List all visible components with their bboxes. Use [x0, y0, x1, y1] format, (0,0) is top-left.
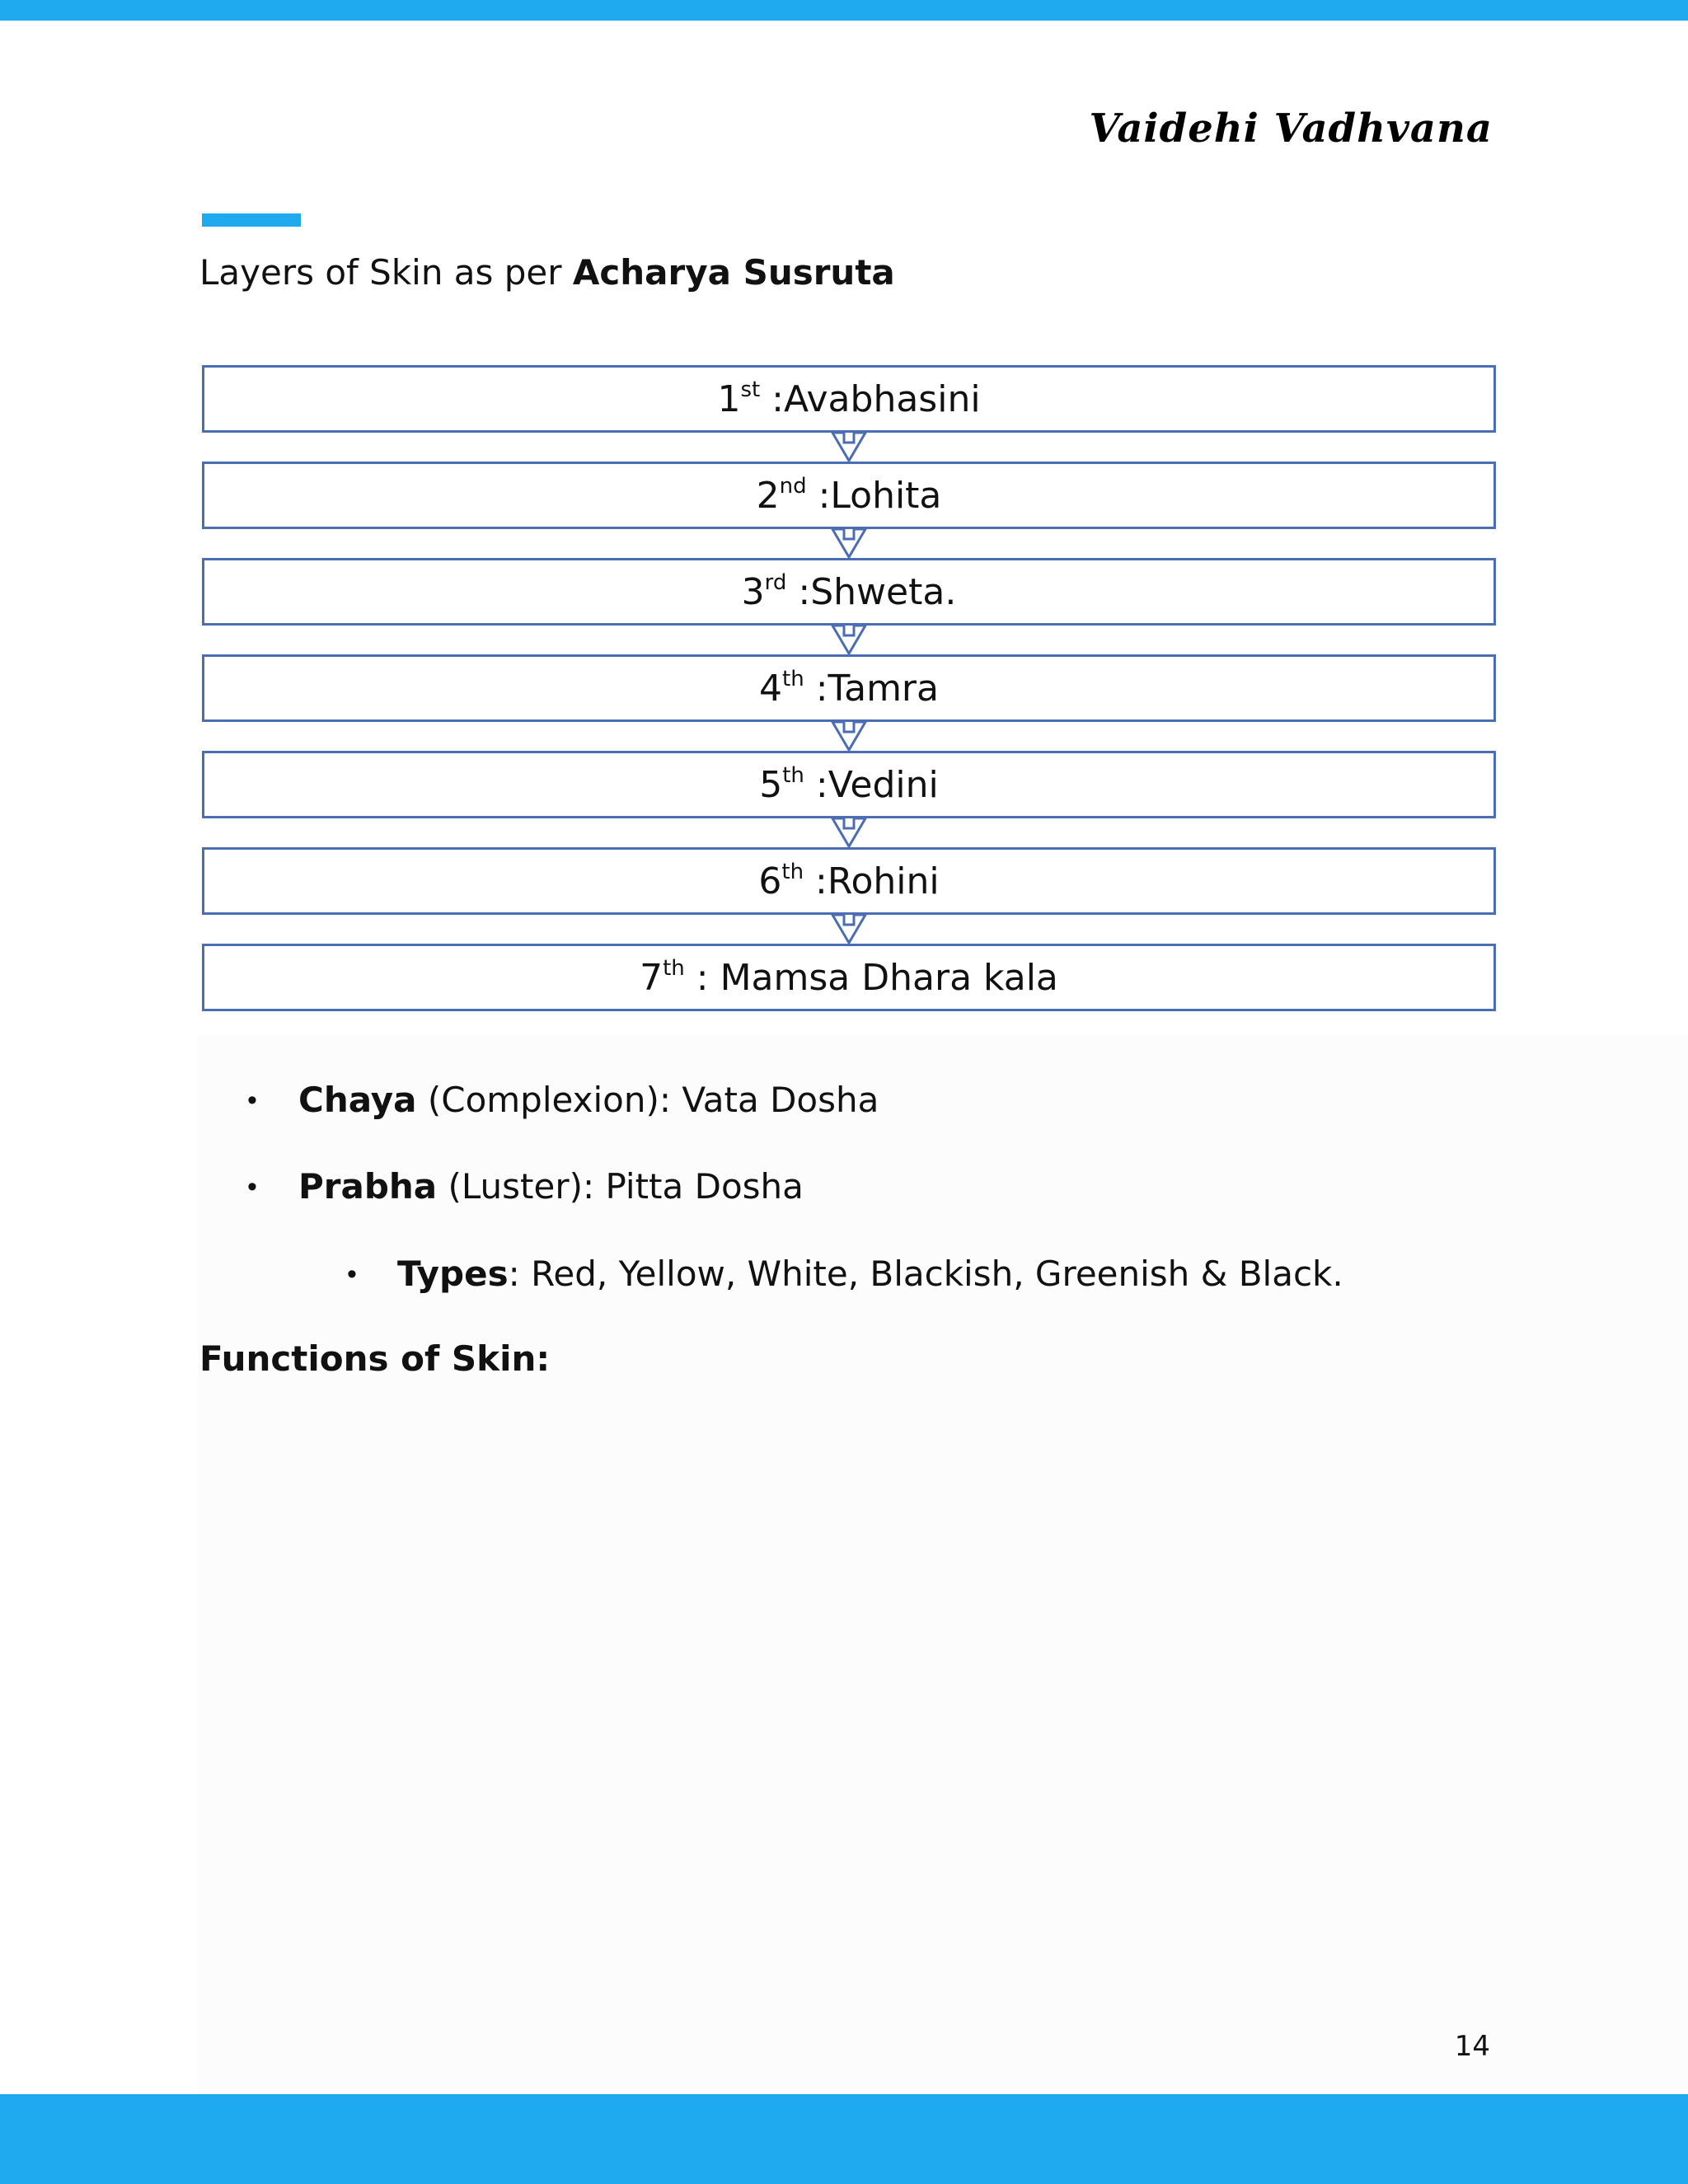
- layer-label: :Shweta.: [786, 570, 957, 613]
- down-arrow-icon: [819, 624, 879, 657]
- layer-box-7: [202, 944, 1496, 1011]
- layer-box-4: [202, 654, 1496, 722]
- bullet-marker: •: [247, 1171, 257, 1202]
- page-number: 14: [1454, 2030, 1490, 2063]
- layer-label: :Rohini: [804, 860, 940, 902]
- bullet-text: (Complexion): Vata Dosha: [416, 1080, 879, 1120]
- bullet-term: Prabha: [298, 1166, 438, 1207]
- layer-ordinal: st: [740, 377, 761, 402]
- layer-box-3: [202, 558, 1496, 626]
- bullet-types: [397, 1254, 1343, 1294]
- bullet-text: (Luster): Pitta Dosha: [437, 1166, 804, 1207]
- layer-number: 1: [717, 377, 741, 420]
- layer-label: : Mamsa Dhara kala: [684, 956, 1058, 999]
- bullet-marker: •: [247, 1085, 257, 1116]
- layer-box-6: [202, 847, 1496, 915]
- bullet-text: : Red, Yellow, White, Blackish, Greenish & Black.: [508, 1254, 1343, 1294]
- down-arrow-icon: [819, 913, 879, 946]
- bullet-prabha: [298, 1166, 804, 1207]
- layer-label: :Vedini: [804, 763, 939, 806]
- layer-number: 2: [756, 474, 780, 517]
- layer-label: :Lohita: [806, 474, 942, 517]
- layer-ordinal: th: [663, 956, 685, 981]
- layer-box-1: [202, 365, 1496, 433]
- layer-box-2: [202, 462, 1496, 529]
- layer-number: 5: [759, 763, 783, 806]
- top-accent-bar: [0, 0, 1688, 21]
- bullet-marker: •: [347, 1258, 357, 1290]
- heading-accent-line: [202, 213, 301, 227]
- layer-number: 3: [741, 570, 765, 613]
- layer-ordinal: th: [782, 763, 804, 788]
- down-arrow-icon: [819, 817, 879, 850]
- layer-ordinal: rd: [764, 570, 787, 595]
- layer-number: 4: [759, 667, 783, 710]
- down-arrow-icon: [819, 720, 879, 753]
- heading-bold: Acharya Susruta: [572, 252, 895, 293]
- functions-heading: Functions of Skin:: [199, 1338, 551, 1379]
- down-arrow-icon: [819, 431, 879, 464]
- layer-box-5: [202, 751, 1496, 818]
- layer-label: :Tamra: [804, 667, 939, 710]
- bullet-term: Types: [397, 1254, 509, 1294]
- layer-number: 7: [640, 956, 663, 999]
- heading-prefix: Layers of Skin as per: [199, 252, 573, 293]
- layer-ordinal: th: [781, 860, 804, 884]
- layer-ordinal: th: [782, 667, 804, 691]
- layer-label: :Avabhasini: [760, 377, 981, 420]
- down-arrow-icon: [819, 527, 879, 560]
- layer-ordinal: nd: [779, 474, 807, 499]
- skin-layers-diagram: [202, 365, 1494, 1012]
- layer-number: 6: [758, 860, 782, 902]
- bullet-term: Chaya: [298, 1080, 417, 1120]
- author-name: Vaidehi Vadhvana: [1089, 105, 1493, 152]
- bullet-chaya: [298, 1080, 879, 1120]
- bottom-accent-bar: [0, 2094, 1688, 2184]
- section-heading: [199, 252, 895, 293]
